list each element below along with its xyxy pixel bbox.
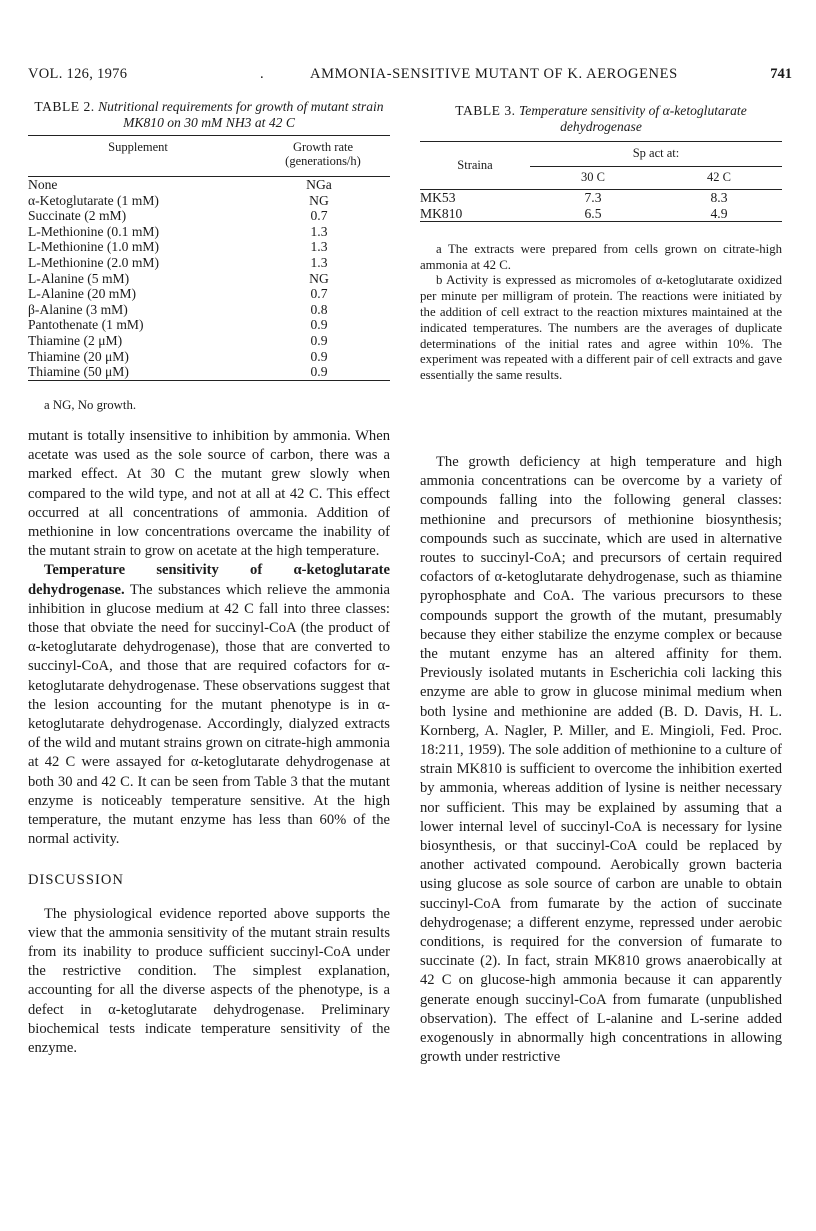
running-title: AMMONIA-SENSITIVE MUTANT OF K. AEROGENES [310, 66, 678, 82]
table2-header-row [28, 136, 390, 177]
table2-cell-supplement: Pantothenate (1 mM) [28, 317, 144, 333]
table2-row [28, 333, 390, 349]
table2-cell-growth: 0.9 [310, 332, 328, 348]
table2-row [28, 177, 390, 193]
table2-cell-growth: 1.3 [310, 239, 328, 255]
left-paragraph-3: The physiological evidence reported above supports the view that the ammonia sensitivity of the mutant strain results from its inability to produce sufficient succinyl-CoA under the restrictive condition. The simplest explanation, accounting for all the diverse aspects of the phenotype, is a defect in α-ketoglutarate dehydrogenase. Preliminary biochemical tests indicate temperature sensitivity of the enzyme. [28, 905, 390, 1057]
table2-cell-supplement: β-Alanine (3 mM) [28, 301, 128, 317]
running-header [28, 66, 792, 88]
left-paragraph-2 [28, 561, 390, 849]
left-paragraph-1: mutant is totally insensitive to inhibition by ammonia. When acetate was used as the sole source of carbon, there was a marked effect. At 30 C the mutant grew slowly when compared to the wild type, and not at all at 42 C. This effect occurred at all concentrations of ammonia. Addition of methionine in low concentrations overcame the inability of the mutant strain to grow on acetate at the high temperature. [28, 428, 390, 560]
table3-temp-header-42: 42 C [707, 170, 731, 185]
table2-caption-text: Nutritional requirements for growth of mutant strain MK810 on 30 mM NH3 at 42 C [98, 99, 384, 130]
table2-cell-supplement: Succinate (2 mM) [28, 208, 127, 224]
volume-info: VOL. 126, 1976 [28, 66, 128, 82]
right-paragraph-1: The growth deficiency at high temperature and high ammonia concentrations can be overcome by a variety of compounds falling into the following general classes: methionine and precursors of methionine biosynthesis; compounds such as succinate, which are used in alternative routes to succinyl-CoA; and precursors of certain required cofactors of α-ketoglutarate dehydrogenase, such as thiamine pyrophosphate and CoA. The various precursors to these compounds support the growth of the mutant, presumably because they either stabilize the enzyme complex or because the mutant enzyme has an altered affinity for them. Previously isolated mutants in Escherichia coli lacking this enzyme are able to grow in glucose minimal medium when both lysine and methionine are added (B. D. Davis, H. L. Kornberg, A. Nagler, P. Miller, and E. Mingioli, Fed. Proc. 18:211, 1959). The sole addition of methionine to a culture of strain MK810 is sufficient to overcome the inhibition exerted by ammonia, whereas addition of lysine is neither necessary nor sufficient. This may be explained by assuming that a lower internal level of succinyl-CoA is necessary for lysine biosynthesis, or that succinyl-CoA could be replaced by another activated compound. Aerobically grown bacteria using glucose as sole source of carbon are unable to obtain succinyl-CoA from fumarate by the action of succinate dehydrogenase; a different enzyme, repressed under aerobic conditions, is required for the conversion of fumarate to succinate (2). In fact, strain MK810 grows anaerobically at 42 C on glucose-high ammonia because it can apparently generate enough succinyl-CoA from fumarate (unpublished observation). The effect of L-alanine and L-serine added exogenously in abnormally high concentrations in allowing growth under restrictive [420, 454, 782, 1066]
header-dot: . [260, 66, 264, 82]
table2-row [28, 255, 390, 271]
table2-cell-supplement: L-Alanine (5 mM) [28, 270, 130, 286]
table2-cell-supplement: L-Methionine (2.0 mM) [28, 254, 160, 270]
table2-footnote: a NG, No growth. [44, 398, 137, 413]
table2-cell-growth: NGa [306, 177, 332, 192]
table2-row [28, 286, 390, 302]
left-column [28, 99, 390, 1057]
table2-row [28, 349, 390, 365]
table2-cell-growth: NG [309, 270, 329, 286]
table2-row [28, 271, 390, 287]
table2 [28, 135, 390, 396]
table2-cell-growth: 0.9 [310, 348, 328, 364]
table3-group-header: Sp act at: [530, 142, 782, 167]
table2-row [28, 193, 390, 209]
section-title: Temperature sensitivity of α-ketoglutarate dehydrogenase. [28, 562, 390, 598]
table2-col-header-supplement: Supplement [108, 140, 168, 154]
table2-row [28, 224, 390, 240]
table2-cell-growth: NG [309, 192, 329, 208]
table3-row [420, 206, 782, 222]
table2-cell-supplement: α-Ketoglutarate (1 mM) [28, 192, 159, 208]
table2-cell-growth: 1.3 [310, 254, 328, 270]
table3-cell-30c: 6.5 [584, 205, 602, 221]
table2-caption [28, 99, 390, 131]
table2-cell-supplement: Thiamine (50 μM) [28, 364, 129, 380]
table2-label: TABLE 2. [34, 99, 95, 114]
table3-footnote-b: b Activity is expressed as micromoles of α-ketoglutarate oxidized per minute per milligram of protein. The reactions were initiated by the addition of cell extract to the reaction mixtures maintained at the indicated temperatures. The numbers are the averages of duplicate determinations of the initial rates and agree within 10%. The experiment was repeated with a different pair of cell extracts and gave essentially the same results. [420, 273, 782, 383]
right-body [420, 453, 782, 1068]
left-paragraph-2-text: The substances which relieve the ammonia inhibition in glucose medium at 42 C fall into three classes: those that obviate the need for succinyl-CoA (the product of α-ketoglutarate dehydrogenase), those that are converted to succinyl-CoA, and those that are required cofactors for α-ketoglutarate dehydrogenase. These observations suggest that the lesion accounting for the mutant phenotype is in α-ketoglutarate dehydrogenase. Accordingly, dialyzed extracts of the wild and mutant strains grown on citrate-high ammonia at 42 C were assayed for α-ketoglutarate dehydrogenase at both 30 and 42 C. It can be seen from Table 3 that the mutant enzyme is noticeably temperature sensitive. At the high temperature, the mutant enzyme has less than 60% of the normal activity. [28, 581, 390, 848]
table2-cell-growth: 0.8 [310, 301, 328, 317]
table2-cell-supplement: L-Methionine (1.0 mM) [28, 239, 160, 255]
table3-cell-30c: 7.3 [584, 190, 602, 205]
discussion-heading: DISCUSSION [28, 872, 124, 889]
table3 [420, 141, 782, 238]
table3-cell-42c: 8.3 [710, 190, 728, 205]
table3-temp-header-30: 30 C [581, 170, 605, 185]
page-number: 741 [770, 66, 792, 82]
table2-cell-supplement: Thiamine (20 μM) [28, 348, 129, 364]
table2-row [28, 364, 390, 380]
table2-row [28, 302, 390, 318]
table3-strain-header: Straina [457, 157, 493, 172]
table2-cell-growth: 0.9 [310, 317, 328, 333]
table2-cell-growth: 0.7 [310, 208, 328, 224]
table2-cell-supplement: Thiamine (2 μM) [28, 332, 123, 348]
table3-caption-text: Temperature sensitivity of α-ketoglutarate dehydrogenase [518, 103, 747, 134]
table3-cell-42c: 4.9 [710, 205, 728, 221]
left-body [28, 427, 390, 1058]
table3-label: TABLE 3. [455, 103, 516, 118]
table3-caption [420, 103, 782, 135]
table2-cell-supplement: L-Alanine (20 mM) [28, 286, 136, 302]
table3-footnote-a: a The extracts were prepared from cells grown on citrate-high ammonia at 42 C. [420, 241, 782, 272]
table2-col-header-growth: Growth rate (generations/h) [285, 140, 361, 168]
table3-cell-strain: MK53 [420, 190, 456, 205]
table2-row [28, 239, 390, 255]
table3-header-row-1 [420, 142, 782, 167]
table2-cell-supplement: L-Methionine (0.1 mM) [28, 223, 160, 239]
table3-row [420, 190, 782, 206]
table2-cell-supplement: None [28, 177, 58, 192]
table2-cell-growth: 0.9 [310, 364, 328, 380]
table2-row [28, 317, 390, 333]
table3-cell-strain: MK810 [420, 205, 463, 221]
table2-row [28, 208, 390, 224]
right-column [420, 103, 782, 1066]
table2-cell-growth: 1.3 [310, 223, 328, 239]
table2-cell-growth: 0.7 [310, 286, 328, 302]
